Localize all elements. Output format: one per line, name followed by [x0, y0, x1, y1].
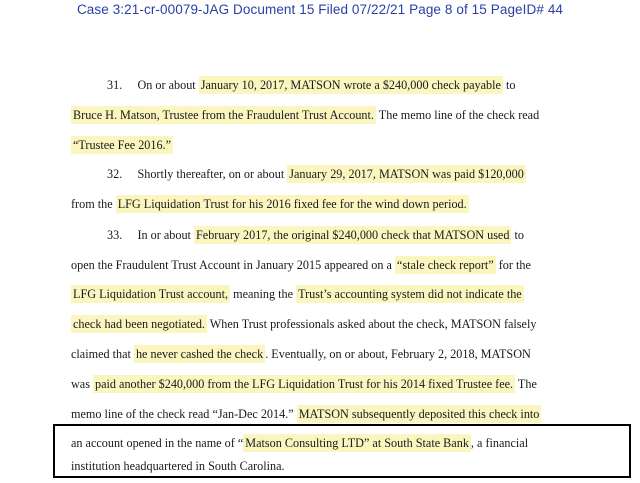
- paragraph-33-line-3: [71, 286, 524, 302]
- text-segment: claimed that: [71, 347, 134, 361]
- paragraph-number: 33.: [107, 228, 123, 242]
- case-header: Case 3:21-cr-00079-JAG Document 15 Filed 07/22/21 Page 8 of 15 PageID# 44: [76, 2, 564, 17]
- text-segment: memo line of the check read “Jan-Dec 2014.”: [71, 407, 297, 421]
- text-segment: institution headquartered in South Carolina.: [71, 459, 285, 473]
- highlighted-text: February 2017, the original $240,000 check that MATSON used: [196, 228, 510, 242]
- text-segment: from the: [71, 197, 116, 211]
- paragraph-31-line-2: [71, 107, 539, 123]
- highlighted-text: MATSON subsequently deposited this check into: [298, 407, 540, 421]
- text-segment: . Eventually, on or about, February 2, 2018, MATSON: [265, 347, 531, 361]
- paragraph-32-line-1: [107, 166, 526, 182]
- text-segment: meaning the: [230, 287, 297, 301]
- highlighted-text: Bruce H. Matson, Trustee from the Fraudulent Trust Account.: [73, 108, 374, 122]
- paragraph-33-line-4: [71, 316, 536, 332]
- highlighted-text: he never cashed the check: [135, 347, 264, 361]
- text-segment: When Trust professionals asked about the check, MATSON falsely: [206, 317, 537, 331]
- paragraph-31-line-3: [71, 137, 173, 153]
- text-segment: Shortly thereafter, on or about: [137, 167, 288, 181]
- paragraph-33-line-8: [71, 435, 528, 451]
- paragraph-32-line-2: [71, 196, 469, 212]
- text-segment: to: [511, 228, 524, 242]
- highlighted-text: check had been negotiated.: [73, 317, 205, 331]
- paragraph-33-line-2: [71, 257, 531, 273]
- highlighted-text: January 10, 2017, MATSON wrote a $240,000 check payable: [200, 78, 501, 92]
- paragraph-number: 32.: [107, 167, 123, 181]
- highlighted-text: January 29, 2017, MATSON was paid $120,000: [289, 167, 524, 181]
- text-segment: an account opened in the name of “: [71, 436, 244, 450]
- paragraph-33-line-1: [107, 227, 524, 243]
- text-segment: , a financial: [470, 436, 529, 450]
- paragraph-33-line-9: [71, 458, 285, 474]
- paragraph-33-line-5: [71, 346, 531, 362]
- text-segment: The memo line of the check read: [375, 108, 540, 122]
- text-segment: open the Fraudulent Trust Account in January 2015 appeared on a: [71, 258, 395, 272]
- text-segment: In or about: [137, 228, 194, 242]
- highlighted-text: LFG Liquidation Trust for his 2016 fixed fee for the wind down period.: [117, 197, 467, 211]
- text-segment: The: [515, 377, 537, 391]
- highlighted-text: paid another $240,000 from the LFG Liquidation Trust for his 2014 fixed Trustee fee.: [95, 377, 514, 391]
- paragraph-number: 31.: [107, 78, 123, 92]
- paragraph-33-line-6: [71, 376, 537, 392]
- text-segment: On or about: [137, 78, 199, 92]
- highlighted-text: Matson Consulting LTD” at South State Bank: [245, 436, 469, 450]
- text-segment: was: [71, 377, 94, 391]
- highlighted-text: “Trustee Fee 2016.”: [73, 138, 172, 152]
- highlighted-text: LFG Liquidation Trust account,: [73, 287, 229, 301]
- text-segment: for the: [495, 258, 531, 272]
- highlighted-text: “stale check report”: [396, 258, 494, 272]
- highlighted-text: Trust’s accounting system did not indicate the: [298, 287, 522, 301]
- text-segment: to: [502, 78, 516, 92]
- paragraph-33-line-7: [71, 406, 541, 422]
- paragraph-31-line-1: [107, 77, 515, 93]
